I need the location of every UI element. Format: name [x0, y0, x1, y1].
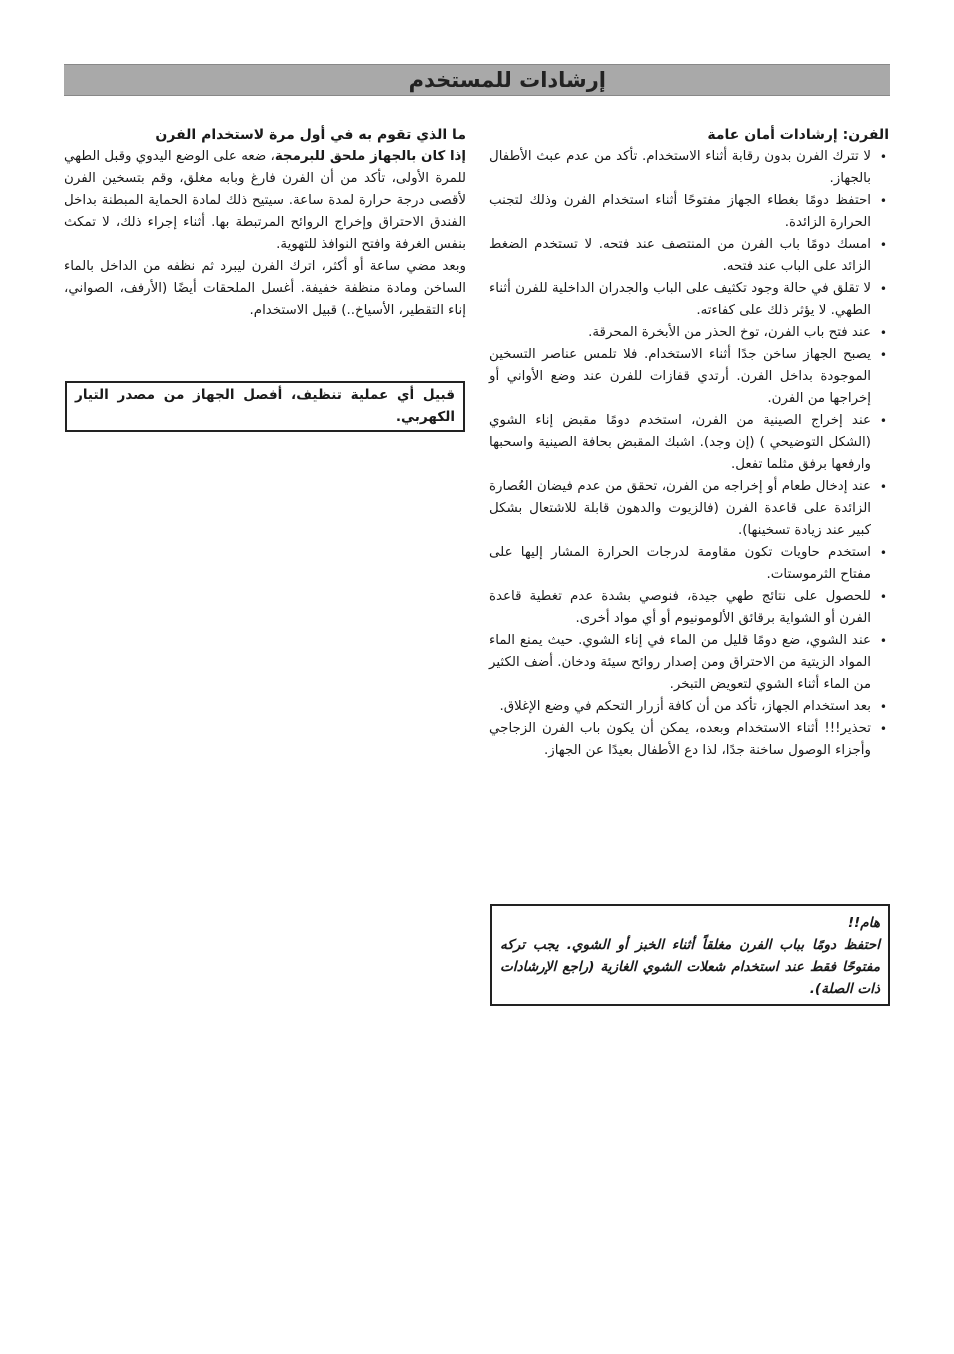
important-text: احتفظ دومًا بباب الفرن مغلقاً أثناء الخبز أو الشوي. يجب تركه مفتوحًا فقط عند استخدام شعلات الشوي الغازية (راجع الإرشادات ذات الصلة). — [500, 937, 880, 997]
list-item: • امسك دومًا باب الفرن من المنتصف عند فتحه. لا تستخدم الضغط الزائد على الباب عند فتحه. — [489, 234, 871, 278]
list-item: • يصبح الجهاز ساخن جدًا أثناء الاستخدام. فلا تلمس عناصر التسخين الموجودة بداخل الفرن. أرتدي قفازات للفرن عند وضع الأواني أو إخراجها من الفرن. — [489, 344, 871, 410]
first-use-paragraph-1 — [64, 146, 466, 256]
list-item: • تحذير!!! أثناء الاستخدام وبعده، يمكن أن يكون باب الفرن الزجاجي وأجزاء الوصول ساخنة جدًا، لذا دع الأطفال بعيدًا عن الجهاز. — [489, 718, 871, 762]
programmer-lead: إذا كان بالجهاز ملحق للبرمجة — [274, 149, 466, 164]
list-item: • بعد استخدام الجهاز، تأكد من أن كافة أزرار التحكم في وضع الإغلاق. — [489, 696, 871, 718]
list-item: • عند فتح باب الفرن، توخ الحذر من الأبخرة المحرقة. — [489, 322, 871, 344]
list-item: • عند إدخال طعام أو إخراجه من الفرن، تحقق من عدم فيضان العُصارة الزائدة على قاعدة الفرن (فالزيوت والدهون قابلة للاشتعال بشكل كبير عند زيادة تسخينها). — [489, 476, 871, 542]
safety-section — [489, 124, 889, 762]
first-use-title: ما الذي تقوم به في أول مرة لاستخدام الفرن — [155, 127, 466, 143]
list-item: • لا تترك الفرن بدون رقابة أثناء الاستخدام. تأكد من عدم عبث الأطفال بالجهاز. — [489, 146, 871, 190]
important-note-box — [490, 904, 890, 1006]
first-use-paragraph-2: وبعد مضي ساعة أو أكثر، اترك الفرن ليبرد ثم نظفه من الداخل بالماء الساخن ومادة منظفة خفيفة. أغسل الملحقات أيضًا (الأرفف، الصواني، إناء التقطير، الأسياخ..) قبيل الاستخدام. — [64, 259, 466, 318]
list-item: • عند إخراج الصينية من الفرن، استخدم دومًا مقبض إناء الشوي (الشكل التوضيحي ) (إن وجد). اشبك المقبض بحافة الصينية واسحبها وارفعها برفق مثلما تفعل. — [489, 410, 871, 476]
list-item: • احتفظ دومًا بغطاء الجهاز مفتوحًا أثناء استخدام الفرن وذلك لتجنب الحرارة الزائدة. — [489, 190, 871, 234]
list-item: • للحصول على نتائج طهي جيدة، فنوصي بشدة عدم تغطية قاعدة الفرن أو الشواية برقائق الألومونيوم أو أي مواد أخرى. — [489, 586, 871, 630]
list-item: • استخدم حاويات تكون مقاومة لدرجات الحرارة المشار إليها على مفتاح الثرموستات. — [489, 542, 871, 586]
cleaning-warning-box — [65, 381, 465, 432]
first-use-paragraph-1-text: ، ضعه على الوضع اليدوي وقبل الطهي للمرة الأولى، تأكد من أن الفرن فارغ وبابه مغلق، وقم بتسخين الفرن لأقصى درجة حرارة لمدة ساعة. سيتيح ذلك لمادة الحماية المبطنة بداخل الفندق الاحتراق وإخراج الروائح المرتبطة بها. أثناء إجراء ذلك، لا تمكث بنفس الغرفة وافتح النوافذ للتهوية. — [64, 149, 466, 252]
list-item: • لا تقلق في حالة وجود تكثيف على الباب والجدران الداخلية للفرن أثناء الطهي. لا يؤثر ذلك على كفاءته. — [489, 278, 871, 322]
page-title: إرشادات للمستخدم — [408, 68, 606, 92]
first-use-section — [64, 124, 466, 322]
safety-list — [489, 146, 889, 762]
safety-title: الفرن: إرشادات أمان عامة — [707, 127, 889, 143]
cleaning-warning-text: قبيل أي عملية تنظيف، أفصل الجهاز من مصدر التيار الكهربي. — [75, 387, 455, 425]
important-heading: هام!! — [847, 915, 880, 931]
header-bar — [64, 64, 890, 96]
list-item: • عند الشوي، ضع دومًا قليل من الماء في إناء الشوي. حيث يمنع الماء المواد الزيتية من الاحتراق ومن إصدار روائح سيئة ودخان. أضف الكثير من الماء أثناء الشوي لتعويض التبخر. — [489, 630, 871, 696]
